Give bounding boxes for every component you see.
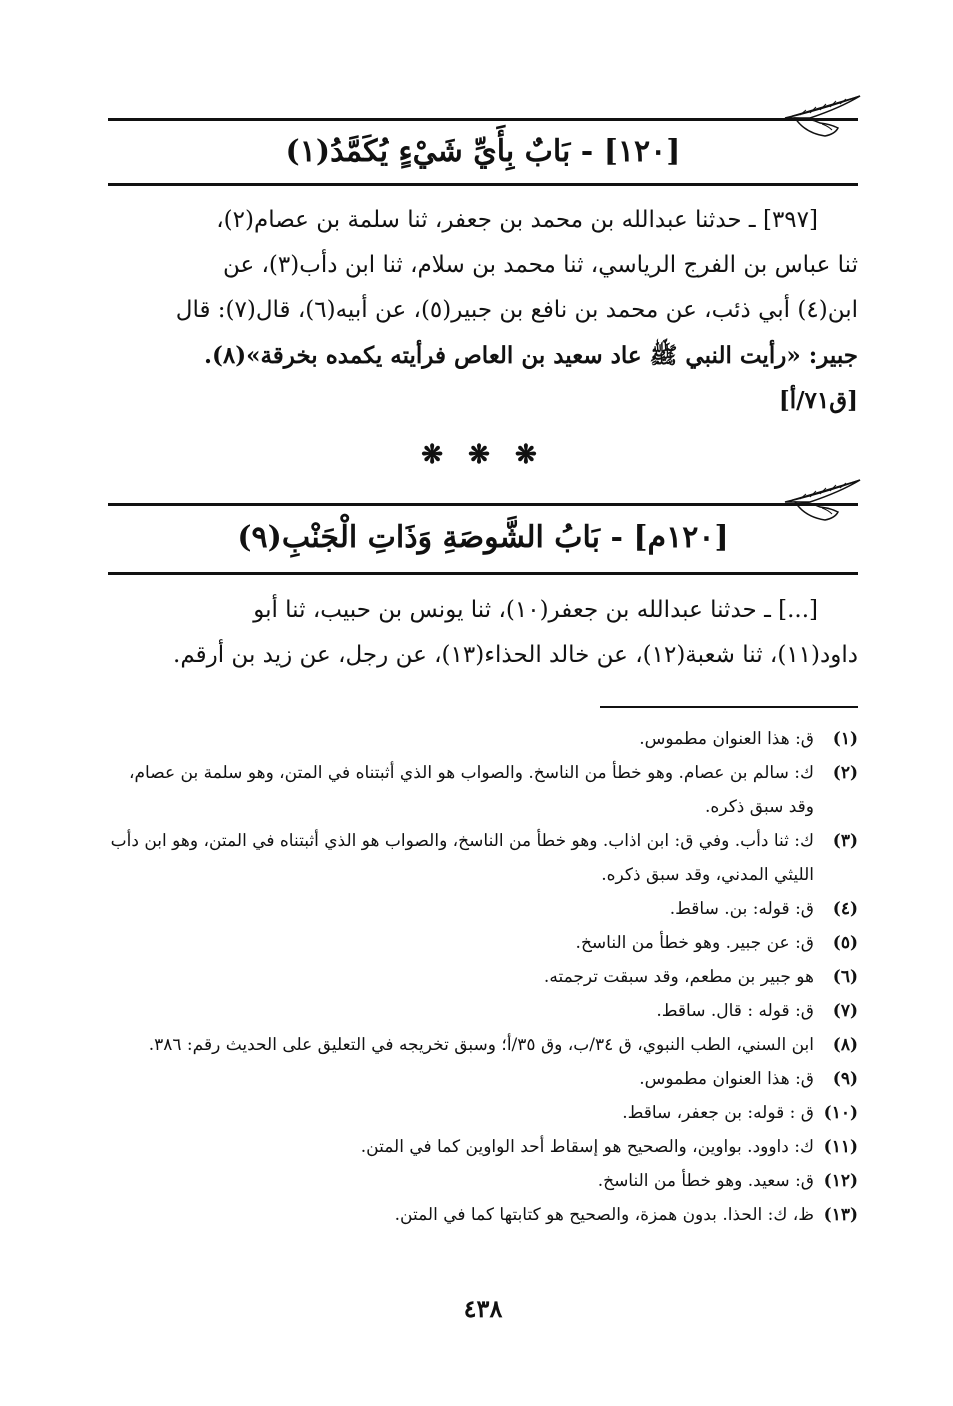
chapter-1-title: [١٢٠] - بَابٌ بِأَيِّ شَيْءٍ يُكَمَّدُ(١): [285, 134, 681, 169]
chapter-2-title: [١٢٠م] - بَابُ الشَّوصَةِ وَذَاتِ الْجَنْبِ(٩): [237, 520, 729, 555]
footnote-7: (٧) ق: قوله : قال. ساقط.: [656, 1001, 858, 1021]
footnote-11: (١١) ك: داوود. بواوين، والصحيح هو إسقاط أحد الواوين كما في المتن.: [360, 1137, 858, 1157]
hadith-397-line: [٣٩٧] ـ حدثنا عبدالله بن محمد بن جعفر، ثنا سلمة بن عصام(٢)،: [216, 207, 818, 233]
footnote-12: (١٢) ق: سعيد. وهو خطأ من الناسخ.: [597, 1171, 858, 1191]
footnote-4: (٤) ق: قوله: بن. ساقط.: [669, 899, 858, 919]
footnote-2: (٢) ك: سالم بن عصام. وهو خطأ من الناسخ. والصواب هو الذي أثبتناه في المتن، وهو سلمة بن عصام، وقد سبق ذكره.: [129, 763, 858, 817]
footnote-10: (١٠) ق : قوله: بن جعفر، ساقط.: [622, 1103, 858, 1123]
chapter-1-bottom-rule: [108, 183, 858, 186]
hadith-397-line: ثنا عباس بن الفرج الرياسي، ثنا محمد بن سلام، ثنا ابن دأب(٣)، عن: [222, 252, 858, 278]
footnote-9: (٩) ق: هذا العنوان مطموس.: [639, 1069, 858, 1089]
chapter-2-top-rule: [108, 503, 858, 506]
footnotes: [108, 722, 858, 1232]
chapter-1-top-rule: [108, 118, 858, 121]
footnote-8: (٨) ابن السني، الطب النبوي، ق ٣٤/ب، وق ٣٥/أ؛ وسبق تخريجه في التعليق على الحديث رقم: ٣٨٦.: [148, 1035, 858, 1055]
chapter-2-bottom-rule: [108, 572, 858, 575]
footnote-13: (١٣) ظ، ك: الحذا. بدون همزة، والصحيح هو كتابتها كما في المتن.: [394, 1205, 858, 1225]
hadith-2-line: داود(١١)، ثنا شعبة(١٢)، عن خالد الحذاء(١٣)، عن رجل، عن زيد بن أرقم.: [173, 642, 858, 668]
footnote-6: (٦) هو جبير بن مطعم، وقد سبقت ترجمته.: [543, 967, 858, 987]
footnote-5: (٥) ق: عن جبير. وهو خطأ من الناسخ.: [575, 933, 858, 953]
hadith-397-line: ابن(٤) أبي ذئب، عن محمد بن نافع بن جبير(٥)، عن أبيه(٦)، قال(٧): قال: [175, 297, 858, 323]
section-separator: ❋ ❋ ❋: [421, 440, 545, 470]
footnote-rule: [600, 706, 858, 708]
hadith-2-line: [...] ـ حدثنا عبدالله بن جعفر(١٠)، ثنا يونس بن حبيب، ثنا أبو: [253, 597, 818, 623]
footnote-3: (٣) ك: ثنا دأب. وفي ق: ابن اذاب. وهو خطأ من الناسخ، والصواب هو الذي أثبتناه في المتن، وهو ابن دأب الليثي المدني، وقد سبق ذكره.: [110, 831, 858, 885]
folio-reference: [ق٧١/أ]: [778, 387, 858, 414]
page-number: ٤٣٨: [463, 1294, 503, 1323]
hadith-397-line: جبير: «رأيت النبي ﷺ عاد سعيد بن العاص فرأيته يكمده بخرقة»(٨).: [203, 342, 858, 369]
footnote-1: (١) ق: هذا العنوان مطموس.: [639, 729, 858, 749]
hadith-2-text: [108, 588, 858, 678]
hadith-397-text: [108, 198, 858, 423]
